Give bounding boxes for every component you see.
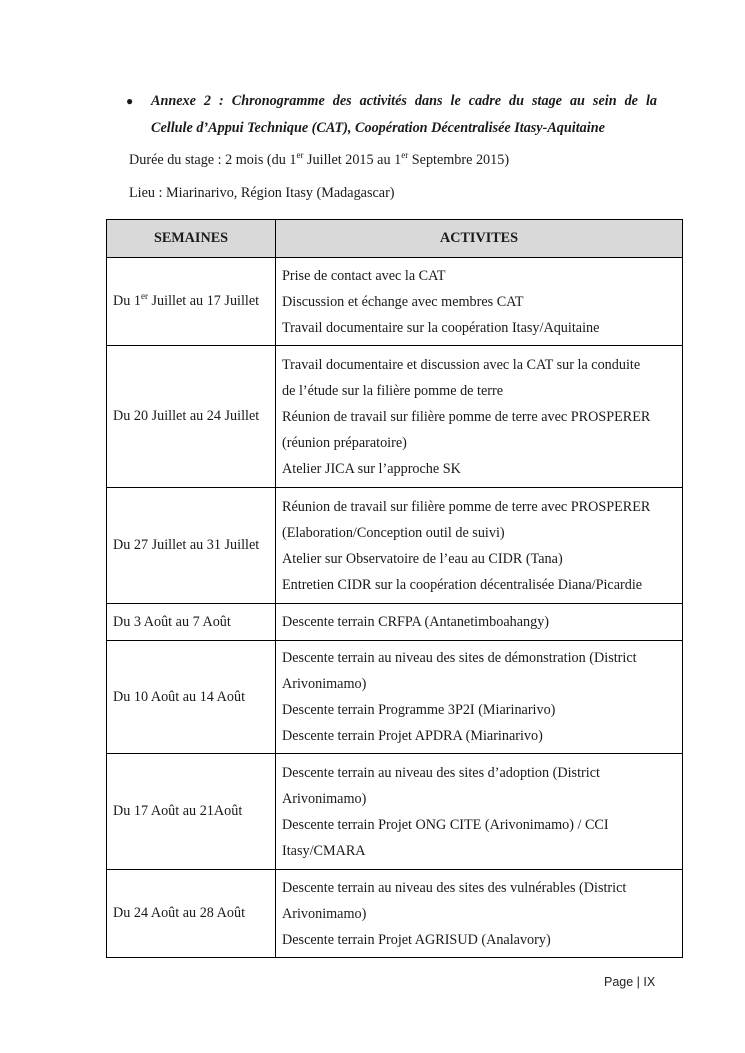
table-row (107, 346, 683, 488)
activity-line: Réunion de travail sur filière pomme de terre avec PROSPERER (282, 408, 651, 425)
activities-cell (276, 604, 683, 641)
activity-line: Entretien CIDR sur la coopération décentralisée Diana/Picardie (282, 576, 643, 593)
activity-line: Atelier JICA sur l’approche SK (282, 460, 461, 477)
week-cell: Du 3 Août au 7 Août (107, 604, 276, 641)
activity-line: Réunion de travail sur filière pomme de terre avec PROSPERER (282, 498, 651, 515)
activity-line: Descente terrain au niveau des sites des vulnérables (District (282, 879, 627, 896)
activity-line: Arivonimamo) (282, 790, 367, 807)
activity-line: Atelier sur Observatoire de l’eau au CIDR (Tana) (282, 550, 563, 567)
week-cell: Du 24 Août au 28 Août (107, 870, 276, 958)
week-cell: Du 10 Août au 14 Août (107, 641, 276, 754)
activity-line: Discussion et échange avec membres CAT (282, 293, 524, 310)
table-row (107, 641, 683, 754)
activities-cell (276, 870, 683, 958)
activity-line: Travail documentaire sur la coopération Itasy/Aquitaine (282, 319, 600, 336)
page-number: Page | IX (604, 975, 656, 989)
week-cell: Du 27 Juillet au 31 Juillet (107, 488, 276, 604)
activity-line: Descente terrain CRFPA (Antanetimboahangy) (282, 614, 550, 630)
activity-line: Descente terrain Projet ONG CITE (Arivonimamo) / CCI (282, 816, 609, 833)
activity-line: Arivonimamo) (282, 905, 367, 922)
internship-duration: Durée du stage : 2 mois (du 1er Juillet 2015 au 1er Septembre 2015) (129, 150, 510, 168)
activity-line: Itasy/CMARA (282, 842, 366, 859)
annex-title-line-2: Cellule d’Appui Technique (CAT), Coopération Décentralisée Itasy-Aquitaine (151, 120, 605, 136)
table-header-row (107, 220, 683, 258)
activity-line: Descente terrain Programme 3P2I (Miarinarivo) (282, 702, 556, 718)
activity-line: Descente terrain Projet AGRISUD (Analavory) (282, 931, 551, 948)
table-row (107, 870, 683, 958)
table-row (107, 488, 683, 604)
activity-schedule-table (106, 219, 683, 958)
activities-cell (276, 641, 683, 754)
activities-cell (276, 488, 683, 604)
header-activities: ACTIVITES (276, 220, 683, 258)
activity-line: (réunion préparatoire) (282, 434, 407, 451)
week-cell: Du 17 Août au 21Août (107, 754, 276, 870)
activity-line: Descente terrain au niveau des sites d’adoption (District (282, 764, 600, 781)
activity-line: Descente terrain au niveau des sites de démonstration (District (282, 650, 637, 666)
activity-line: (Elaboration/Conception outil de suivi) (282, 524, 505, 541)
activity-line: Descente terrain Projet APDRA (Miarinarivo) (282, 728, 543, 744)
activities-cell (276, 754, 683, 870)
week-cell: Du 1er Juillet au 17 Juillet (107, 258, 276, 346)
internship-location: Lieu : Miarinarivo, Région Itasy (Madagascar) (129, 185, 395, 201)
annex-title-line-1: Annexe 2 : Chronogramme des activités dans le cadre du stage au sein de la (151, 93, 657, 109)
table-row (107, 604, 683, 641)
activity-line: Prise de contact avec la CAT (282, 267, 446, 284)
activity-line: Travail documentaire et discussion avec la CAT sur la conduite (282, 356, 641, 373)
activity-line: Arivonimamo) (282, 676, 367, 692)
activity-line: de l’étude sur la filière pomme de terre (282, 382, 503, 399)
table-row (107, 258, 683, 346)
week-cell: Du 20 Juillet au 24 Juillet (107, 346, 276, 488)
header-weeks: SEMAINES (107, 220, 276, 258)
bullet-icon: ● (126, 94, 134, 108)
table-row (107, 754, 683, 870)
activities-cell (276, 258, 683, 346)
activities-cell (276, 346, 683, 488)
annex-heading (126, 88, 657, 142)
